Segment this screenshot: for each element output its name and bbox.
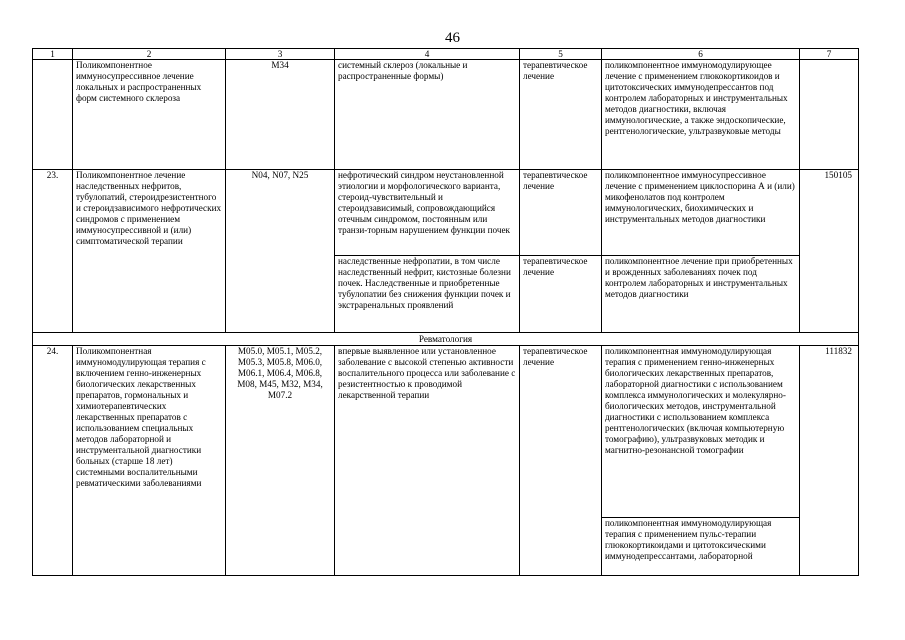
column-header-1: 1 (33, 49, 73, 60)
section-title: Ревматология (33, 333, 859, 346)
column-header-3: 3 (226, 49, 335, 60)
column-header-7: 7 (800, 49, 859, 60)
column-header-6: 6 (602, 49, 800, 60)
treatment-name-cell: Поликомпонентное иммуносупрессивное лечение локальных и распространенных форм системного склероза (73, 60, 226, 170)
treatment-method-cell: поликомпонентное иммуномодулирующее лечение с применением глюкокортикоидов и цитотоксических иммунодепрессантов под контролем лабораторных и инструментальных методов диагностики, включая иммунологические, а также эндоскопические, рентгенологические, ультразвуковые методы (602, 60, 800, 170)
cost-cell (800, 60, 859, 170)
section-row (33, 333, 859, 346)
patient-model-cell: системный склероз (локальные и распространенные формы) (335, 60, 520, 170)
patient-model-cell: наследственные нефропатии, в том числе наследственный нефрит, кистозные болезни почек. Наследственные и приобретенные тубулопатии без снижения функции почек и экстраренальных проявлений (335, 256, 520, 333)
row-number-cell: 23. (33, 170, 73, 333)
diagnosis-codes-cell: N04, N07, N25 (226, 170, 335, 333)
treatment-name-cell: Поликомпонентное лечение наследственных нефритов, тубулопатий, стероидрезистентного и стероидзависимого нефротических синдромов с применением иммуносупрессивной и (или) симптоматической терапии (73, 170, 226, 333)
cost-cell: 150105 (800, 170, 859, 333)
medical-services-table (32, 48, 859, 576)
diagnosis-codes-cell: M05.0, M05.1, M05.2, M05.3, M05.8, M06.0, M06.1, M06.4, M06.8, M08, M45, M32, M34, M07.2 (226, 346, 335, 576)
patient-model-cell: впервые выявленное или установленное заболевание с высокой степенью активности воспалительного процесса или заболевание с резистентностью к проводимой лекарственной терапии (335, 346, 520, 576)
page-number: 46 (445, 30, 460, 46)
column-number-header (33, 49, 859, 60)
table-row (33, 170, 859, 256)
treatment-method-cell: поликомпонентная иммуномодулирующая терапия с применением генно-инженерных биологических лекарственных препаратов, лабораторной диагностики с использованием комплекса иммунологических и молекулярно-биологических методов, инструментальной диагностики с использованием комплекса рентгенологических (включая компьютерную томографию), ультразвуковых методик и магнитно-резонансной томографии (602, 346, 800, 518)
column-header-5: 5 (520, 49, 602, 60)
treatment-method-cell: поликомпонентная иммуномодулирующая терапия с применением пульс-терапии глюкокортикоидами и цитотоксическими иммунодепрессантами, лабораторной (602, 518, 800, 576)
treatment-type-cell: терапевтическое лечение (520, 256, 602, 333)
cost-cell: 111832 (800, 346, 859, 576)
treatment-name-cell: Поликомпонентная иммуномодулирующая терапия с включением генно-инженерных биологических лекарственных препаратов, гормональных и химиотерапевтических лекарственных препаратов с использованием специальных методов лабораторной и инструментальной диагностики больных (старше 18 лет) системными воспалительными ревматическими заболеваниями (73, 346, 226, 576)
treatment-type-cell: терапевтическое лечение (520, 60, 602, 170)
column-header-2: 2 (73, 49, 226, 60)
treatment-type-cell: терапевтическое лечение (520, 170, 602, 256)
table-row (33, 346, 859, 518)
diagnosis-codes-cell: M34 (226, 60, 335, 170)
row-number-cell (33, 60, 73, 170)
table-row (33, 60, 859, 170)
treatment-method-cell: поликомпонентное иммуносупрессивное лечение с применением циклоспорина А и (или) микофенолатов под контролем иммунологических, биохимических и инструментальных методов диагностики (602, 170, 800, 256)
column-header-4: 4 (335, 49, 520, 60)
patient-model-cell: нефротический синдром неустановленной этиологии и морфологического варианта, стероид-чувствительный и стероидзависимый, сопровождающийся отечным синдромом, постоянным или транзи-торным нарушением функции почек (335, 170, 520, 256)
treatment-type-cell: терапевтическое лечение (520, 346, 602, 576)
treatment-method-cell: поликомпонентное лечение при приобретенных и врожденных заболеваниях почек под контролем лабораторных и инструментальных методов диагностики (602, 256, 800, 333)
row-number-cell: 24. (33, 346, 73, 576)
